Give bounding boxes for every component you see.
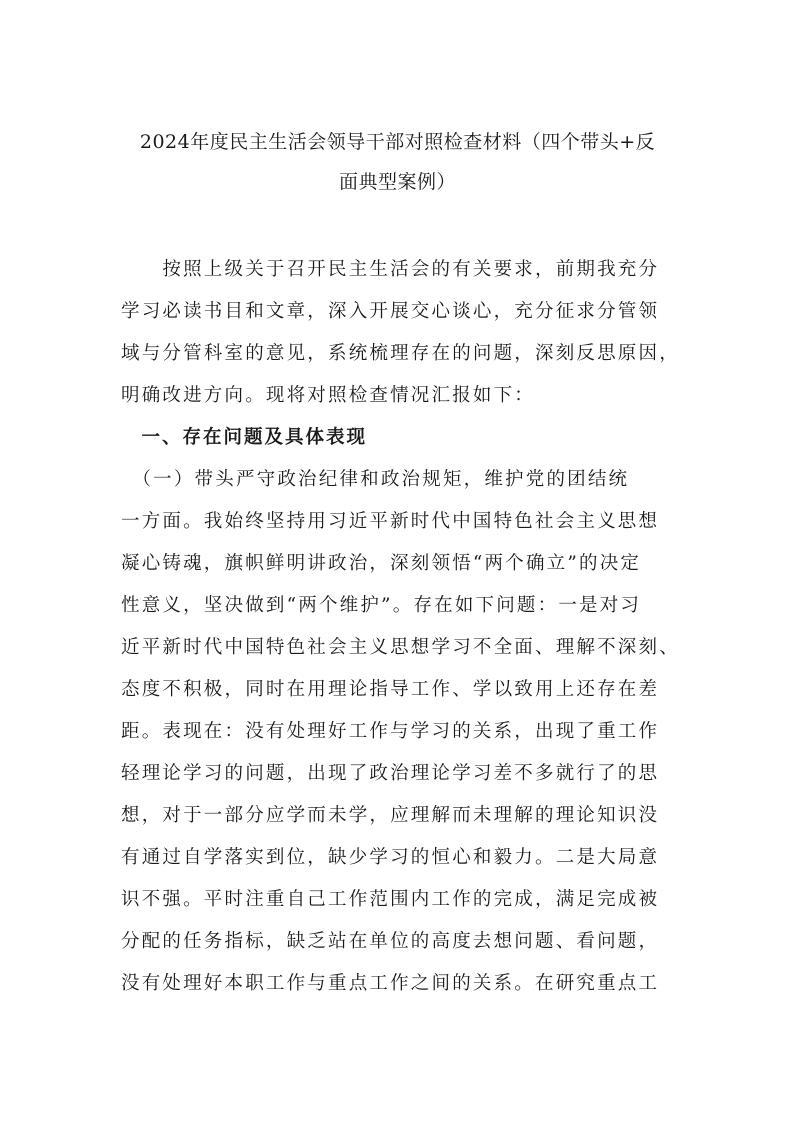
paragraph-line: 按照上级关于召开民主生活会的有关要求，前期我充分 (121, 259, 660, 280)
paragraph-line: 性意义，坚决做到“两个维护”。存在如下问题：一是对习 (121, 595, 642, 616)
section-heading: 一、存在问题及具体表现 (121, 427, 368, 448)
paragraph-line: （一）带头严守政治纪律和政治规矩，维护党的团结统 (121, 469, 630, 490)
paragraph-line: 态度不积极，同时在用理论指导工作、学以致用上还存在差 (121, 679, 660, 700)
paragraph-line: 近平新时代中国特色社会主义思想学习不全面、理解不深刻、 (121, 637, 680, 658)
paragraph-line: 明确改进方向。现将对照检查情况汇报如下： (121, 385, 536, 406)
paragraph-line: 分配的任务指标，缺乏站在单位的高度去想问题、看问题， (121, 931, 660, 952)
document-title-line-1: 2024年度民主生活会领导干部对照检查材料（四个带头+反 (139, 131, 656, 153)
paragraph-line: 凝心铸魂，旗帜鲜明讲政治，深刻领悟“两个确立”的决定 (121, 553, 642, 574)
paragraph-line: 域与分管科室的意见，系统梳理存在的问题，深刻反思原因， (121, 343, 680, 364)
paragraph-line: 有通过自学落实到位，缺少学习的恒心和毅力。二是大局意 (121, 847, 660, 868)
paragraph-line: 一方面。我始终坚持用习近平新时代中国特色社会主义思想 (121, 511, 660, 532)
document-title-line-2: 面典型案例） (338, 171, 456, 193)
paragraph-line: 距。表现在：没有处理好工作与学习的关系，出现了重工作 (121, 721, 660, 742)
paragraph-line: 轻理论学习的问题，出现了政治理论学习差不多就行了的思 (121, 763, 660, 784)
paragraph-line: 识不强。平时注重自己工作范围内工作的完成，满足完成被 (121, 889, 660, 910)
paragraph-line: 想，对于一部分应学而未学，应理解而未理解的理论知识没 (121, 805, 660, 826)
paragraph-line: 没有处理好本职工作与重点工作之间的关系。在研究重点工 (121, 973, 660, 994)
paragraph-line: 学习必读书目和文章，深入开展交心谈心，充分征求分管领 (121, 301, 660, 322)
